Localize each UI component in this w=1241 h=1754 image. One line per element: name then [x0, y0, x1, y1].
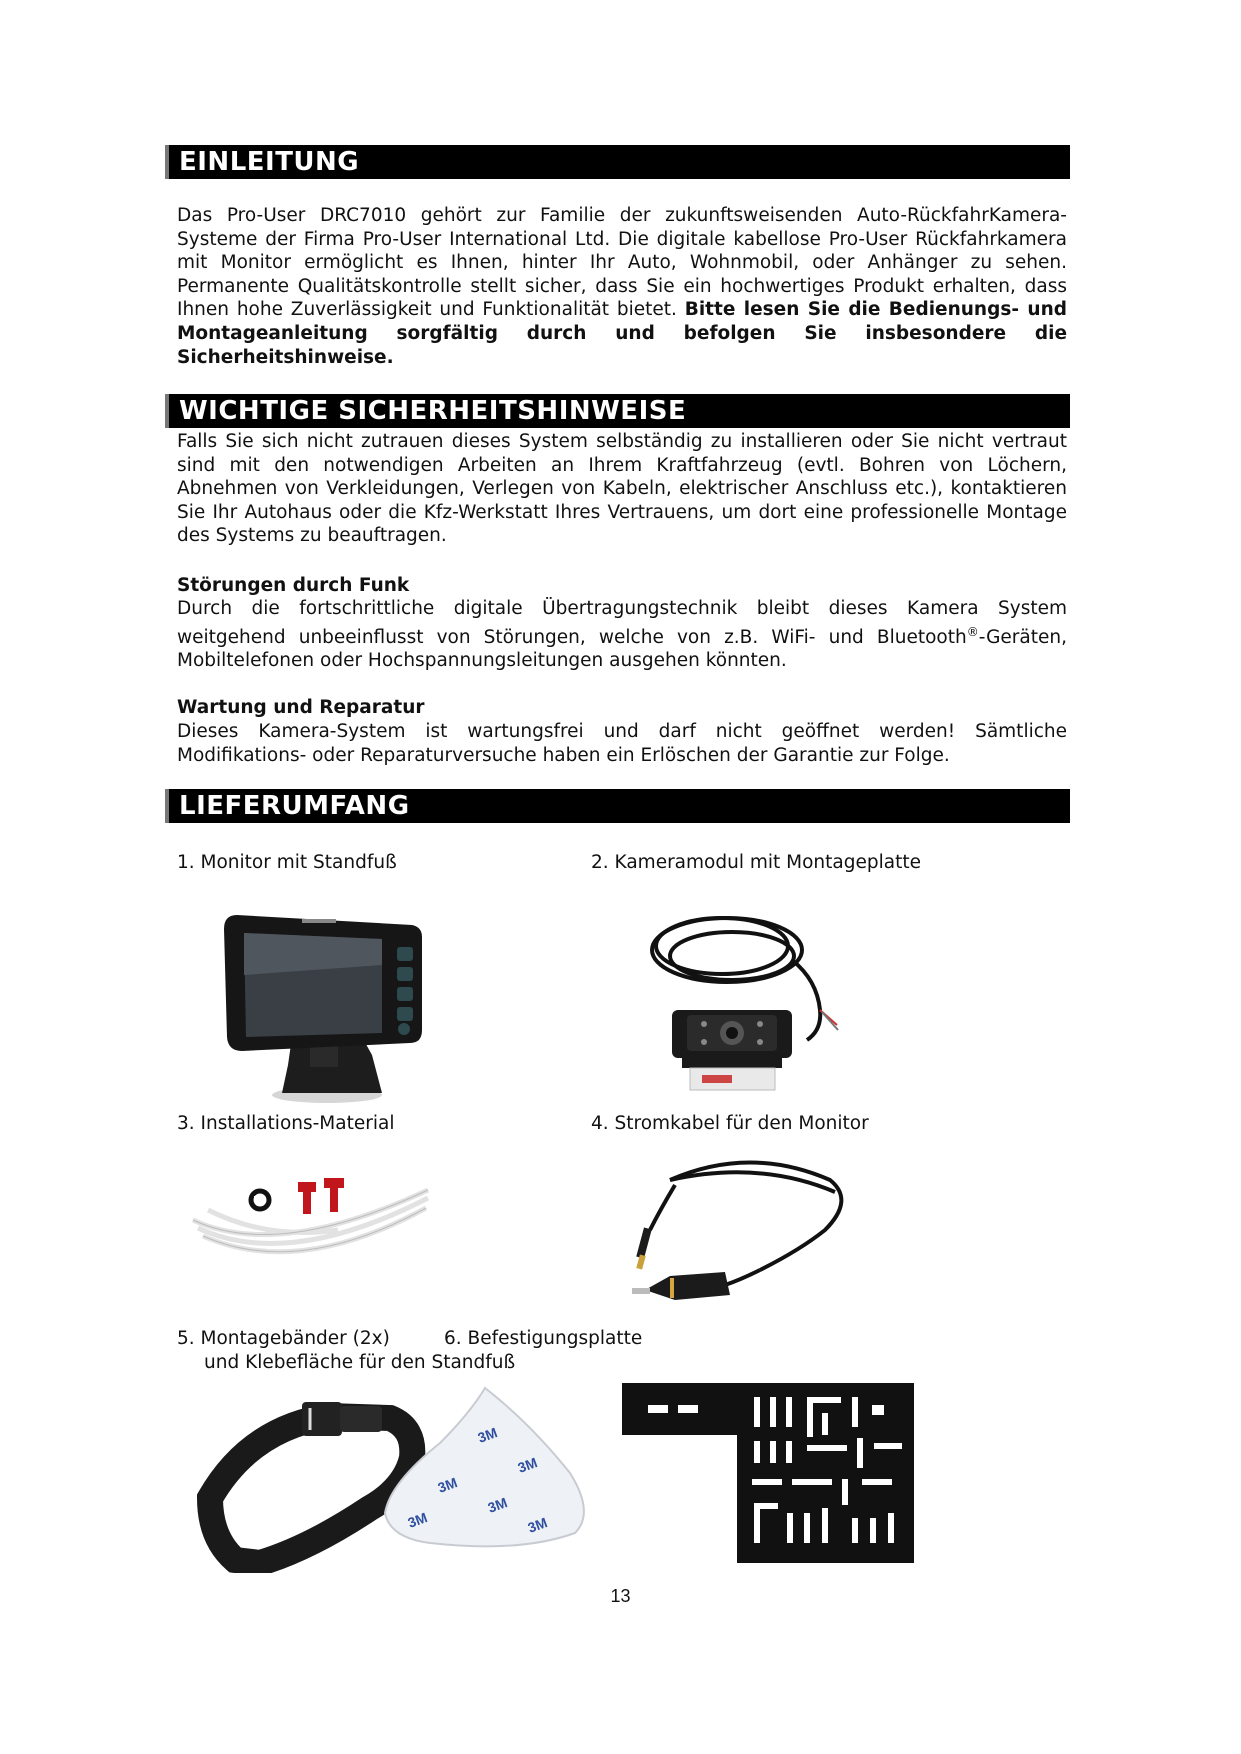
maintenance-paragraph: Dieses Kamera-System ist wartungsfrei und darf nicht geöffnet werden! Sämtliche Modifikations- oder Reparaturversuche haben ein Erlöschen der Garantie zur Folge. — [177, 721, 1067, 766]
svg-text:3M: 3M — [485, 1494, 510, 1516]
radio-text-part1: Durch die fortschrittliche digitale Übertragungstechnik bleibt dieses Kamera System weitgehend unbeeinflusst von Störungen, welche von z.B. WiFi- und Bluetooth — [177, 598, 1067, 648]
radio-interference-paragraph — [177, 597, 1067, 673]
item-3-label: 3. Installations-Material — [177, 1113, 395, 1134]
svg-text:3M: 3M — [475, 1424, 500, 1446]
page-number: 13 — [610, 1586, 631, 1606]
item-5-label-line2: und Klebefläche für den Standfuß — [204, 1352, 516, 1373]
safety-paragraph: Falls Sie sich nicht zutrauen dieses System selbständig zu installieren oder Sie nicht vertraut sind mit den notwendigen Arbeiten an Ihrem Kraftfahrzeug (evtl. Bohren von Löchern, Abnehmen von Verkleidungen, Verlegen von Kabeln, elektrischer Anschluss etc.), kontaktieren Sie Ihr Autohaus oder die Kfz-Werkstatt Ihres Vertrauens, um dort eine professionelle Montage des Systems zu beauftragen. — [177, 431, 1067, 547]
intro-paragraph — [177, 204, 1067, 369]
item-6-label: 6. Befestigungsplatte — [444, 1328, 643, 1349]
svg-text:3M: 3M — [405, 1509, 430, 1531]
svg-text:3M: 3M — [515, 1454, 540, 1476]
installation-material-image — [188, 1170, 438, 1280]
radio-interference-heading: Störungen durch Funk — [177, 575, 410, 596]
section-header-intro: EINLEITUNG — [165, 145, 1070, 179]
camera-module-image — [642, 900, 852, 1100]
section-header-contents: LIEFERUMFANG — [165, 789, 1070, 823]
adhesive-pad-image — [380, 1383, 595, 1553]
svg-text:3M: 3M — [435, 1474, 460, 1496]
intro-text: Das Pro-User DRC7010 gehört zur Familie der zukunftsweisenden Auto-RückfahrKamera-Systeme der Firma Pro-User International Ltd. Die digitale kabellose Pro-User Rückfahrkamera mit Monitor ermöglicht es Ihnen, hinter Ihr Auto, Wohnmobil, oder Anhänger zu sehen. Permanente Qualitätskontrolle stellt sicher, dass Sie ein hochwertiges Produkt erhalten, dass Ihnen hohe Zuverlässigkeit und Funktionalität bietet. — [177, 205, 1067, 321]
item-5-label-line1: 5. Montagebänder (2x) — [177, 1328, 390, 1349]
power-cable-image — [630, 1150, 860, 1310]
monitor-image — [222, 905, 428, 1107]
maintenance-heading: Wartung und Reparatur — [177, 697, 425, 718]
item-1-label: 1. Monitor mit Standfuß — [177, 852, 397, 873]
item-4-label: 4. Stromkabel für den Monitor — [591, 1113, 869, 1134]
mounting-plate-image — [622, 1383, 914, 1563]
svg-text:3M: 3M — [525, 1514, 550, 1536]
section-header-safety: WICHTIGE SICHERHEITSHINWEISE — [165, 394, 1070, 428]
intro-bold-note: Bitte lesen Sie die Bedienungs- und Montageanleitung sorgfältig durch und befolgen Sie insbesondere die Sicherheitshinweise. — [177, 299, 1067, 368]
registered-mark: ® — [966, 624, 979, 639]
radio-text-part2: -Geräten, Mobiltelefonen oder Hochspannungsleitungen ausgehen könnten. — [177, 626, 1067, 672]
item-2-label: 2. Kameramodul mit Montageplatte — [591, 852, 921, 873]
